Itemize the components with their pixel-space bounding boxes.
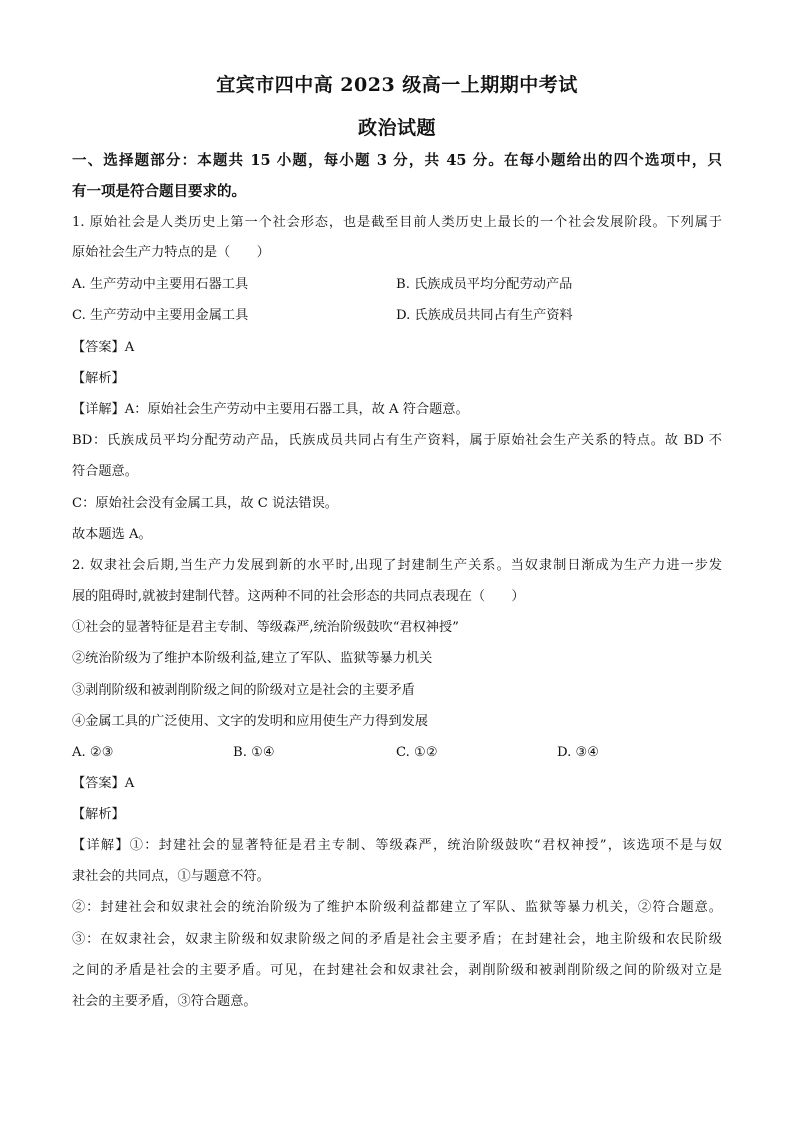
q1-option-a: A. 生产劳动中主要用石器工具	[72, 277, 249, 292]
q2-statement-2: ②统治阶级为了维护本阶级利益,建立了军队、监狱等暴力机关	[72, 651, 433, 666]
q2-detail-line1: 【详解】①：封建社会的显著特征是君主专制、等级森严，统治阶级鼓吹“君权神授”，该选项不是与奴	[72, 838, 722, 853]
q2-detail-line5: 之间的矛盾是社会的主要矛盾。可见，在封建社会和奴隶社会，剥削阶级和被剥削阶级之间的阶级对立是	[72, 963, 722, 978]
q2-stem-line1: 2. 奴隶社会后期,当生产力发展到新的水平时,出现了封建制生产关系。当奴隶制日渐成为生产力进一步发	[72, 558, 722, 573]
q2-statement-1: ①社会的显著特征是君主专制、等级森严,统治阶级鼓吹“君权神授”	[72, 620, 459, 635]
q1-option-b: B. 氏族成员平均分配劳动产品	[396, 277, 573, 292]
exam-subtitle: 政治试题	[357, 117, 436, 139]
q2-stem-line2: 展的阻碍时,就被封建制代替。这两种不同的社会形态的共同点表现在（ ）	[72, 589, 525, 604]
q1-detail-line5: 故本题选 A。	[72, 527, 152, 542]
q1-detail-line1: 【详解】A：原始社会生产劳动中主要用石器工具，故 A 符合题意。	[72, 402, 469, 417]
q2-detail-line6: 社会的主要矛盾，③符合题意。	[72, 994, 257, 1009]
q2-detail-line2: 隶社会的共同点，①与题意不符。	[72, 869, 270, 884]
q1-detail-line3: 符合题意。	[72, 464, 138, 479]
q2-option-c: C. ①②	[396, 745, 438, 760]
q2-option-a: A. ②③	[72, 745, 114, 760]
q1-stem-line1: 1. 原始社会是人类历史上第一个社会形态，也是截至目前人类历史上最长的一个社会发展阶段。下列属于	[72, 215, 722, 230]
q1-detail-line2: BD：氏族成员平均分配劳动产品，氏族成员共同占有生产资料，属于原始社会生产关系的特点。故 BD 不	[72, 433, 722, 448]
q1-answer: 【答案】A	[72, 340, 135, 355]
q2-answer: 【答案】A	[72, 776, 135, 791]
q1-option-d: D. 氏族成员共同占有生产资料	[396, 308, 573, 323]
q1-option-c: C. 生产劳动中主要用金属工具	[72, 308, 249, 323]
q2-option-b: B. ①④	[233, 745, 275, 760]
section-instruction-line2: 有一项是符合题目要求的。	[72, 183, 246, 200]
q2-detail-line3: ②：封建社会和奴隶社会的统治阶级为了维护本阶级利益都建立了军队、监狱等暴力机关，②符合题意。	[72, 900, 722, 915]
section-instruction-line1: 一、选择题部分：本题共 15 小题，每小题 3 分，共 45 分。在每小题给出的四个选项中，只	[72, 152, 722, 169]
q1-analysis-label: 【解析】	[72, 371, 125, 386]
exam-title: 宜宾市四中高 2023 级高一上期期中考试	[216, 74, 578, 96]
q2-statement-3: ③剥削阶级和被剥削阶级之间的阶级对立是社会的主要矛盾	[72, 683, 415, 698]
q2-option-d: D. ③④	[557, 745, 600, 760]
q2-detail-line4: ③：在奴隶社会，奴隶主阶级和奴隶阶级之间的矛盾是社会主要矛盾；在封建社会，地主阶级和农民阶级	[72, 932, 722, 947]
q1-detail-line4: C：原始社会没有金属工具，故 C 说法错误。	[72, 496, 338, 511]
q2-analysis-label: 【解析】	[72, 807, 125, 822]
q1-stem-line2: 原始社会生产力特点的是（ ）	[72, 245, 270, 260]
q2-statement-4: ④金属工具的广泛使用、文字的发明和应用使生产力得到发展	[72, 714, 429, 729]
